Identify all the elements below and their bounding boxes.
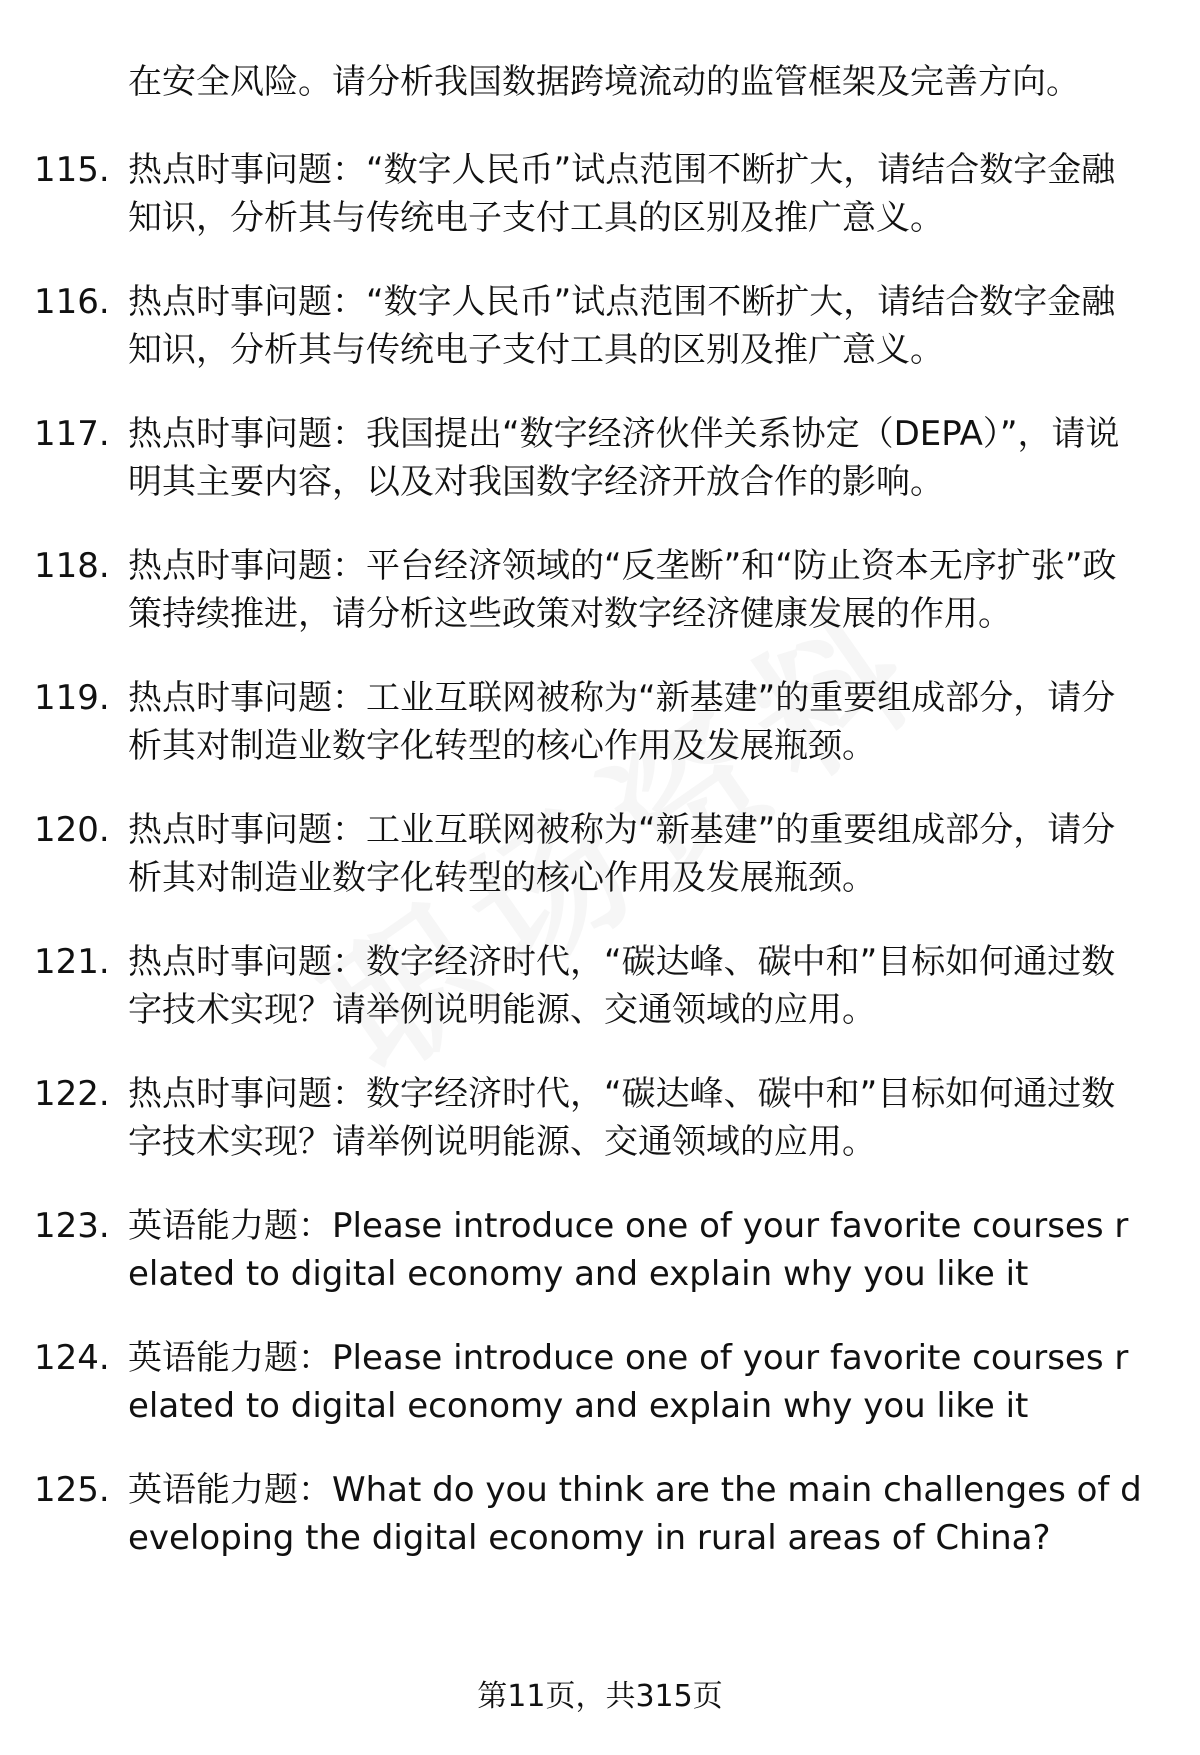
question-number: 118.: [34, 546, 110, 586]
question-text: 热点时事问题：我国提出“数字经济伙伴关系协定（DEPA）”，请说明其主要内容，以及对我国数字经济开放合作的影响。: [128, 414, 1120, 502]
question-number: 122.: [34, 1074, 110, 1114]
question-text: 热点时事问题：“数字人民币”试点范围不断扩大，请结合数字金融知识，分析其与传统电子支付工具的区别及推广意义。: [128, 150, 1116, 238]
question-text: 热点时事问题：工业互联网被称为“新基建”的重要组成部分，请分析其对制造业数字化转型的核心作用及发展瓶颈。: [128, 678, 1116, 766]
question-number: 120.: [34, 810, 110, 850]
question-text: 热点时事问题：数字经济时代，“碳达峰、碳中和”目标如何通过数字技术实现？请举例说明能源、交通领域的应用。: [128, 1074, 1116, 1162]
question-number: 115.: [34, 150, 110, 190]
page-footer: 第11页，共315页: [477, 1679, 723, 1714]
question-number: 124.: [34, 1338, 110, 1378]
question-text: 热点时事问题：工业互联网被称为“新基建”的重要组成部分，请分析其对制造业数字化转型的核心作用及发展瓶颈。: [128, 810, 1116, 898]
question-text: 英语能力题：Please introduce one of your favorite courses related to digital economy and explain why you like it: [128, 1338, 1129, 1426]
question-list: [0, 146, 1200, 1598]
question-text: 热点时事问题：平台经济领域的“反垄断”和“防止资本无序扩张”政策持续推进，请分析这些政策对数字经济健康发展的作用。: [128, 546, 1117, 634]
question-item-118: [0, 542, 1200, 638]
question-item-125: [0, 1466, 1200, 1562]
question-number: 125.: [34, 1470, 110, 1510]
question-item-117: [0, 410, 1200, 506]
question-number: 116.: [34, 282, 110, 322]
question-item-123: [0, 1202, 1200, 1298]
question-item-124: [0, 1334, 1200, 1430]
question-text: 英语能力题：Please introduce one of your favorite courses related to digital economy and explain why you like it: [128, 1206, 1129, 1294]
question-number: 123.: [34, 1206, 110, 1246]
question-number: 117.: [34, 414, 110, 454]
question-item-116: [0, 278, 1200, 374]
lead-paragraph: 在安全风险。请分析我国数据跨境流动的监管框架及完善方向。: [128, 62, 1080, 102]
question-item-122: [0, 1070, 1200, 1166]
question-number: 121.: [34, 942, 110, 982]
question-item-115: [0, 146, 1200, 242]
question-text: 英语能力题：What do you think are the main challenges of developing the digital economy in rural areas of China?: [128, 1470, 1142, 1558]
question-number: 119.: [34, 678, 110, 718]
question-text: 热点时事问题：数字经济时代，“碳达峰、碳中和”目标如何通过数字技术实现？请举例说明能源、交通领域的应用。: [128, 942, 1116, 1030]
question-text: 热点时事问题：“数字人民币”试点范围不断扩大，请结合数字金融知识，分析其与传统电子支付工具的区别及推广意义。: [128, 282, 1116, 370]
question-item-121: [0, 938, 1200, 1034]
question-item-120: [0, 806, 1200, 902]
question-item-119: [0, 674, 1200, 770]
